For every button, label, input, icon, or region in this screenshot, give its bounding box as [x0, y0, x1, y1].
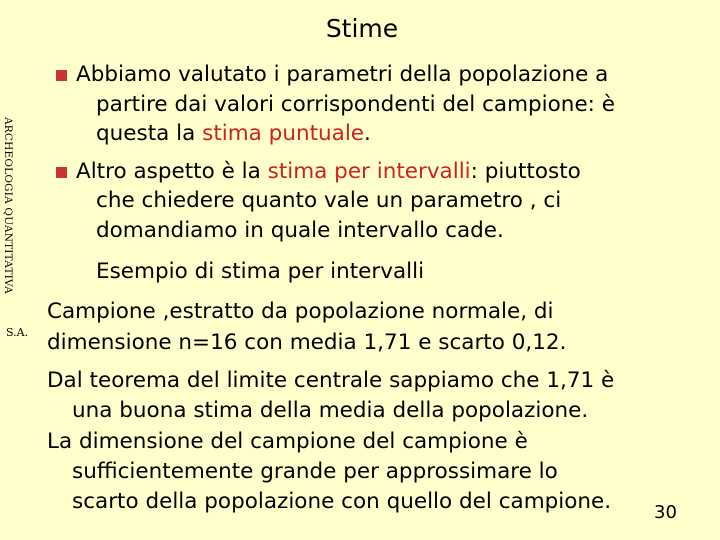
bullet2-line1-text: Altro aspetto è la — [76, 159, 268, 184]
course-side-label: ARCHEOLOGIA QUANTITATIVA — [2, 117, 14, 294]
bullet2-line1-end: : piuttosto — [470, 159, 581, 184]
para1-line2: dimensione n=16 con media 1,71 e scarto 0,12. — [47, 330, 567, 355]
author-initials: S.A. — [6, 326, 29, 339]
term-stima-per-intervalli: stima per intervalli — [267, 159, 471, 184]
para3-line2: sufficientemente grande per approssimare lo — [72, 459, 558, 484]
bullet2-line1 — [76, 157, 581, 188]
para3-line1: La dimensione del campione del campione è — [47, 429, 528, 454]
bullet2-line2: che chiedere quanto vale un parametro , ci — [96, 188, 562, 213]
bullet2-line3: domandiamo in quale intervallo cade. — [96, 218, 504, 243]
bullet1-line3 — [96, 119, 371, 150]
example-heading: Esempio di stima per intervalli — [96, 259, 425, 284]
para2-line2: una buona stima della media della popolazione. — [72, 398, 589, 423]
bullet1-line3-text: questa la — [96, 121, 203, 146]
bullet1-line2: partire dai valori corrispondenti del campione: è — [96, 92, 615, 117]
bullet-marker-icon — [56, 70, 67, 81]
bullet-marker-icon — [56, 167, 67, 178]
term-stima-puntuale: stima puntuale — [202, 121, 365, 146]
bullet1-line3-end: . — [364, 121, 371, 146]
para1-line1: Campione ,estratto da popolazione normale, di — [47, 299, 554, 324]
para3-line3: scarto della popolazione con quello del campione. — [72, 489, 612, 514]
slide-title: Stime — [325, 14, 399, 43]
para2-line1: Dal teorema del limite centrale sappiamo che 1,71 è — [47, 368, 615, 393]
page-number: 30 — [654, 502, 677, 523]
bullet1-line1: Abbiamo valutato i parametri della popolazione a — [76, 62, 609, 87]
